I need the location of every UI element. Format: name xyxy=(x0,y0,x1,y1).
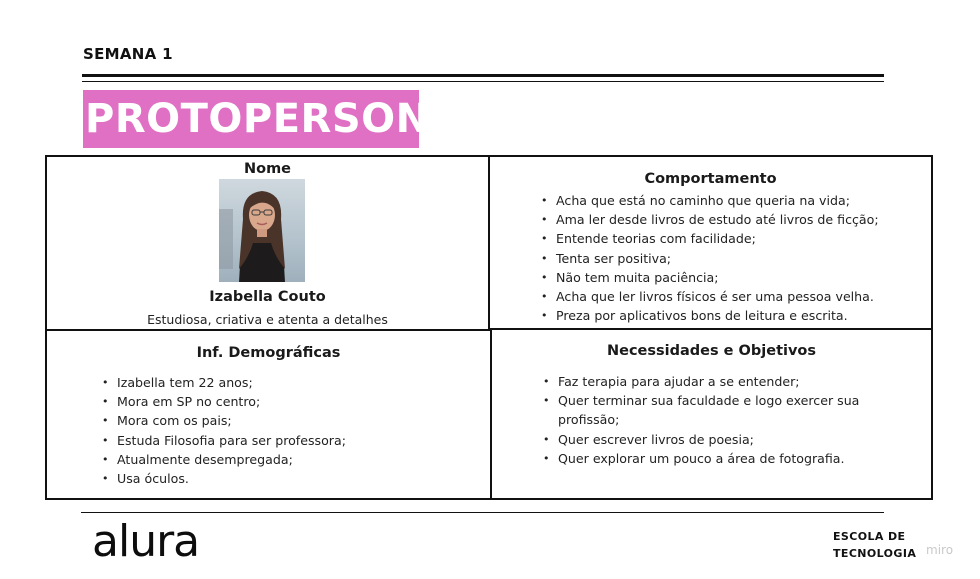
list-item: • Tenta ser positiva; xyxy=(540,249,879,268)
list-item: • Ama ler desde livros de estudo até livros de ficção; xyxy=(540,210,879,229)
needs-list xyxy=(542,372,872,468)
list-item: • Não tem muita paciência; xyxy=(540,268,879,287)
behavior-list xyxy=(540,191,879,325)
list-item: • Entende teorias com facilidade; xyxy=(540,229,879,248)
list-item: • Mora com os pais; xyxy=(101,411,346,430)
header-rule xyxy=(82,74,884,77)
behavior-heading: Comportamento xyxy=(644,171,777,187)
alura-logo: alura xyxy=(92,516,200,567)
list-item: • Faz terapia para ajudar a se entender; xyxy=(542,372,872,391)
list-item: • Preza por aplicativos bons de leitura e escrita. xyxy=(540,306,879,325)
needs-heading: Necessidades e Objetivos xyxy=(606,343,817,359)
person-description: Estudiosa, criativa e atenta a detalhes xyxy=(147,312,388,327)
footer-rule xyxy=(81,512,884,513)
demographics-panel xyxy=(45,329,492,500)
page-title: PROTOPERSONA xyxy=(85,96,462,142)
list-item: • Estuda Filosofia para ser professora; xyxy=(101,431,346,450)
demographics-list xyxy=(101,373,346,488)
person-name: Izabella Couto xyxy=(209,289,326,305)
miro-watermark: miro xyxy=(926,543,954,557)
list-item: • Usa óculos. xyxy=(101,469,346,488)
header-rule-thin xyxy=(82,81,884,82)
person-photo xyxy=(219,179,305,282)
list-item: • Quer escrever livros de poesia; xyxy=(542,430,872,449)
school-label xyxy=(833,528,916,562)
list-item: • Acha que ler livros físicos é ser uma pessoa velha. xyxy=(540,287,879,306)
list-item: • Atualmente desempregada; xyxy=(101,450,346,469)
list-item: • Mora em SP no centro; xyxy=(101,392,346,411)
name-heading: Nome xyxy=(243,161,292,177)
list-item: • Quer terminar sua faculdade e logo exercer sua profissão; xyxy=(542,391,872,429)
school-line-1: ESCOLA DE xyxy=(833,530,906,543)
list-item: • Izabella tem 22 anos; xyxy=(101,373,346,392)
school-line-2: TECNOLOGIA xyxy=(833,547,917,560)
week-label: SEMANA 1 xyxy=(83,45,173,63)
person-photo-icon xyxy=(219,179,305,282)
demographics-heading: Inf. Demográficas xyxy=(196,345,341,361)
behavior-panel xyxy=(488,155,933,330)
needs-panel xyxy=(490,328,933,500)
list-item: • Quer explorar um pouco a área de fotografia. xyxy=(542,449,872,468)
list-item: • Acha que está no caminho que queria na vida; xyxy=(540,191,879,210)
